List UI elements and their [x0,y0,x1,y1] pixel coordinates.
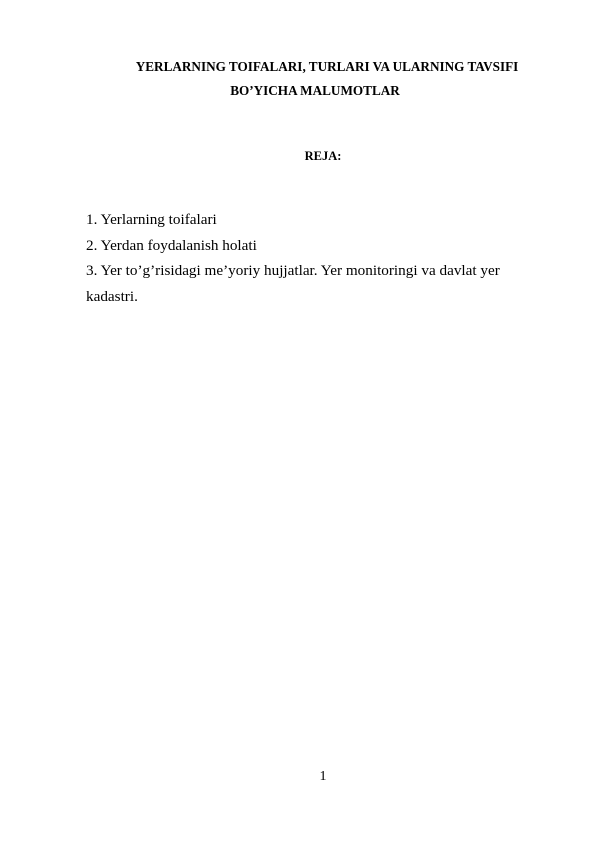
plan-list [86,207,536,309]
document-title-line-1: YERLARNING TOIFALARI, TURLARI VA ULARNING TAVSIFI [135,59,519,74]
plan-item: 3. Yer to’g’risidagi me’yoriy hujjatlar. Yer monitoringi va davlat yer kadastri. [86,262,500,305]
plan-heading: REJA: [304,149,342,163]
page-number: 1 [319,769,327,784]
plan-item: 1. Yerlarning toifalari [86,211,217,228]
document-title-line-2: BO’YICHA MALUMOTLAR [230,83,400,98]
plan-item: 2. Yerdan foydalanish holati [86,236,257,254]
